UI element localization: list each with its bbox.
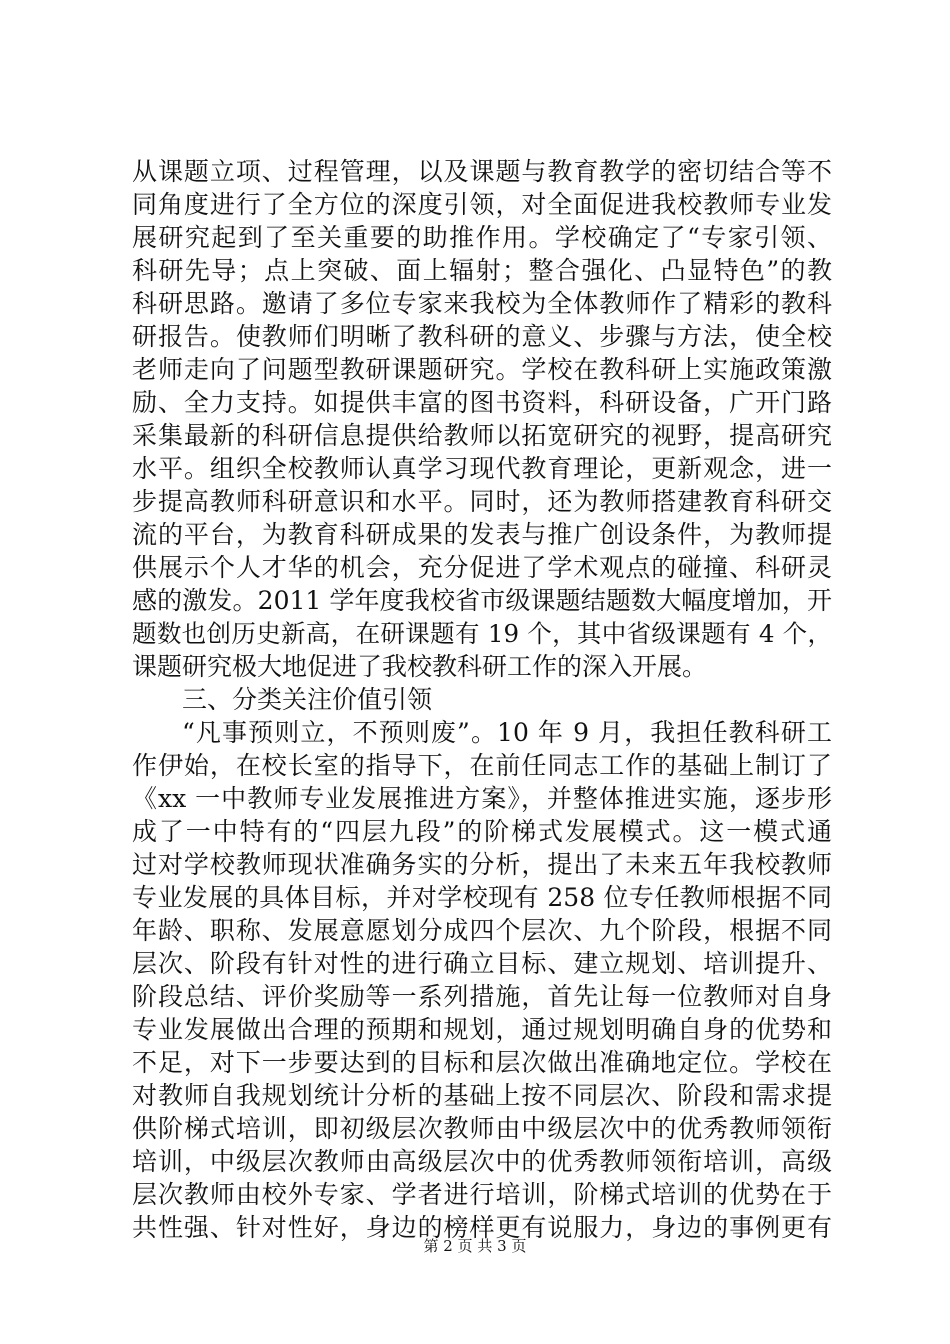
text-line: 水平。组织全校教师认真学习现代教育理论，更新观念，进一	[132, 454, 832, 483]
text-line: 过对学校教师现状准确务实的分析，提出了未来五年我校教师	[132, 850, 832, 879]
text-line: 阶段总结、评价奖励等一系列措施，首先让每一位教师对自身	[132, 982, 832, 1011]
text-line: 从课题立项、过程管理，以及课题与教育教学的密切结合等不	[132, 157, 832, 186]
text-line: 同角度进行了全方位的深度引领，对全面促进我校教师专业发	[132, 190, 832, 219]
text-line: 步提高教师科研意识和水平。同时，还为教师搭建教育科研交	[132, 487, 832, 516]
text-line: 《xx 一中教师专业发展推进方案》，并整体推进实施，逐步形	[132, 784, 832, 813]
text-line: 研报告。使教师们明晰了教科研的意义、步骤与方法，使全校	[132, 322, 832, 351]
text-line: 层次、阶段有针对性的进行确立目标、建立规划、培训提升、	[132, 949, 832, 978]
page-footer: 第 2 页 共 3 页	[423, 1237, 527, 1255]
text-line: 题数也创历史新高，在研课题有 19 个，其中省级课题有 4 个，	[132, 619, 832, 648]
section-heading: 三、分类关注价值引领	[182, 685, 433, 714]
text-line: 感的激发。2011 学年度我校省市级课题结题数大幅度增加，开	[132, 586, 832, 615]
text-line: 供展示个人才华的机会，充分促进了学术观点的碰撞、科研灵	[132, 553, 832, 582]
text-line: 课题研究极大地促进了我校教科研工作的深入开展。	[132, 652, 708, 681]
text-line: 励、全力支持。如提供丰富的图书资料，科研设备，广开门路	[132, 388, 832, 417]
text-line: 培训，中级层次教师由高级层次中的优秀教师领衔培训，高级	[132, 1147, 832, 1176]
text-line: 成了一中特有的“四层九段”的阶梯式发展模式。这一模式通	[132, 817, 832, 846]
text-line: 老师走向了问题型教研课题研究。学校在教科研上实施政策激	[132, 355, 832, 384]
text-line: 对教师自我规划统计分析的基础上按不同层次、阶段和需求提	[132, 1081, 832, 1110]
text-line: 层次教师由校外专家、学者进行培训，阶梯式培训的优势在于	[132, 1180, 832, 1209]
paragraph-1	[132, 155, 832, 683]
text-line: 作伊始，在校长室的指导下，在前任同志工作的基础上制订了	[132, 751, 832, 780]
text-line: 科研思路。邀请了多位专家来我校为全体教师作了精彩的教科	[132, 289, 832, 318]
text-line: 共性强、针对性好，身边的榜样更有说服力，身边的事例更有	[132, 1213, 832, 1242]
text-line: 展研究起到了至关重要的助推作用。学校确定了“专家引领、	[132, 223, 832, 252]
text-line: “凡事预则立，不预则废”。10 年 9 月，我担任教科研工	[182, 718, 832, 747]
text-line: 流的平台，为教育科研成果的发表与推广创设条件，为教师提	[132, 520, 832, 549]
text-line: 不足，对下一步要达到的目标和层次做出准确地定位。学校在	[132, 1048, 832, 1077]
text-line: 供阶梯式培训，即初级层次教师由中级层次中的优秀教师领衔	[132, 1114, 832, 1143]
paragraph-2	[132, 716, 832, 1244]
document-body	[132, 155, 832, 1244]
text-line: 专业发展做出合理的预期和规划，通过规划明确自身的优势和	[132, 1015, 832, 1044]
text-line: 科研先导；点上突破、面上辐射；整合强化、凸显特色”的教	[132, 256, 832, 285]
text-line: 专业发展的具体目标，并对学校现有 258 位专任教师根据不同	[132, 883, 832, 912]
text-line: 年龄、职称、发展意愿划分成四个层次、九个阶段，根据不同	[132, 916, 832, 945]
text-line: 采集最新的科研信息提供给教师以拓宽研究的视野，提高研究	[132, 421, 832, 450]
